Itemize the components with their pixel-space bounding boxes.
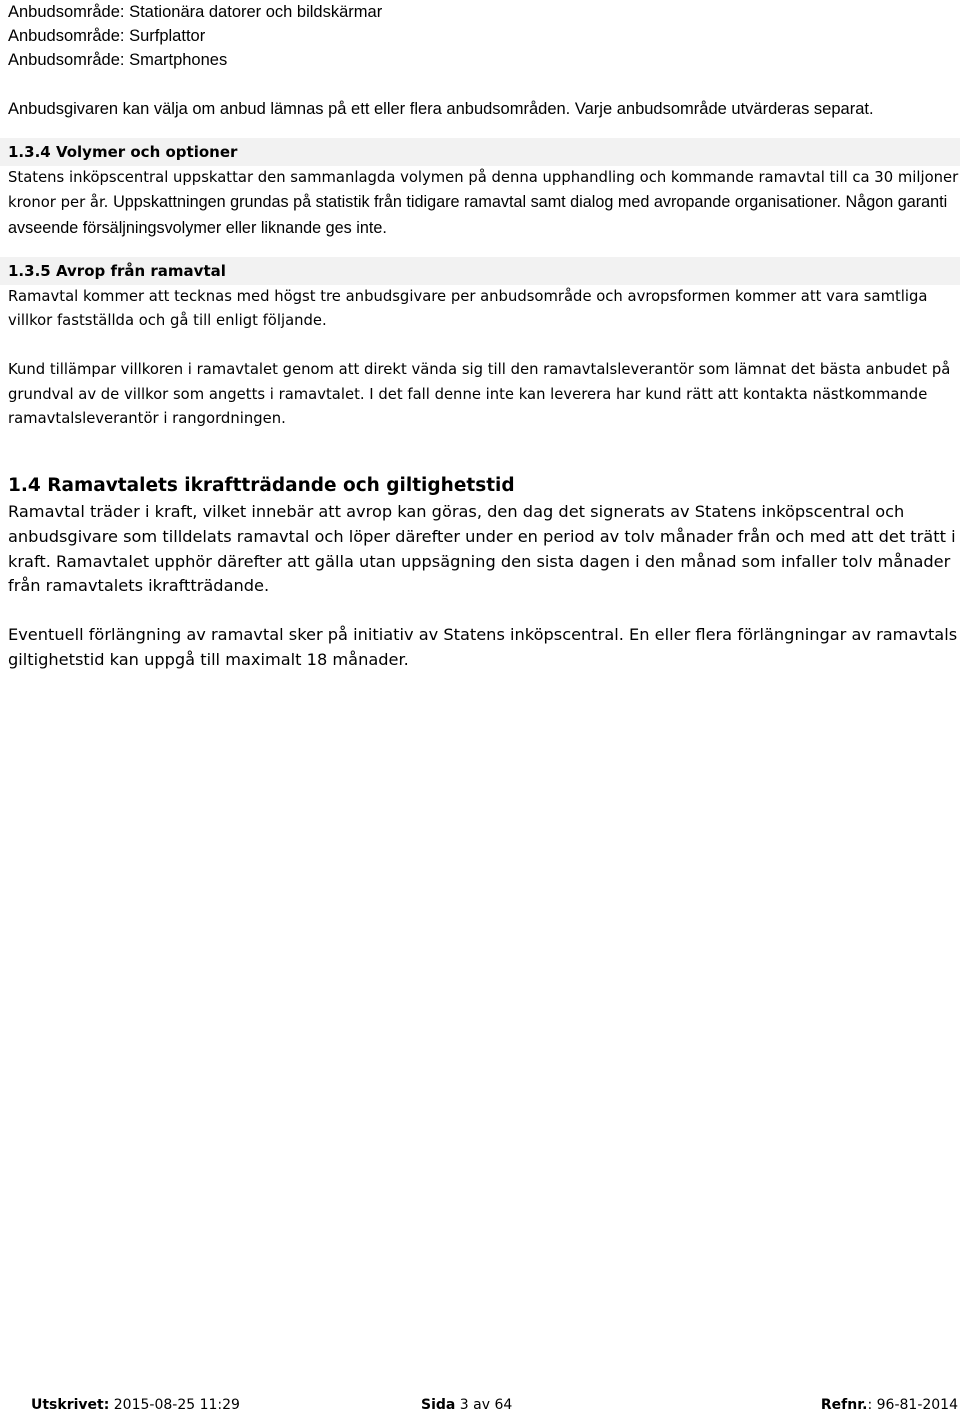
section-1-4-title: Ramavtalets ikraftträdande och giltighetstid [40,475,515,497]
section-1-3-5-paragraph-2: Kund tillämpar villkoren i ramavtalet genom att direkt vända sig till den ramavtalsleverantör som lämnat det bästa anbudet på grundval av de villkor som angetts i ramavtalet. I det fall denne inte kan leverera har kund rätt att kontakta nästkommande ramavtalsleverantör i rangordningen. [8,361,951,428]
section-1-4-number: 1.4 [8,475,41,497]
area-line-1: Anbudsområde: Stationära datorer och bildskärmar [8,3,383,21]
footer-written-label: Utskrivet: [31,1397,110,1413]
footer-page-label: Sida [421,1397,456,1413]
section-1-3-5-number: 1.3.5 [8,261,51,280]
intro-text: Anbudsgivaren kan välja om anbud lämnas på ett eller flera anbudsområden. Varje anbudsområde utvärderas separat. [8,100,874,118]
section-1-3-4-heading [0,138,960,166]
section-1-3-5-paragraph-1: Ramavtal kommer att tecknas med högst tre anbudsgivare per anbudsområde och avropsformen kommer att vara samtliga villkor fastställda och gå till enligt följande. [8,287,928,330]
section-1-3-4-text [8,166,960,242]
footer-page-number [421,1395,512,1415]
section-1-3-5-heading [0,257,960,285]
footer-ref-value: : 96-81-2014 [867,1397,958,1413]
section-1-3-4-text-part1: Statens inköpscentral uppskattar den sammanlagda volymen på denna upphandling och kommande ramavtal till ca 30 miljoner kronor per år. [8,168,959,212]
document-page [8,0,960,672]
section-1-4-paragraph-1: Ramavtal träder i kraft, vilket innebär att avrop kan göras, den dag det signerats av Statens inköpscentral och anbudsgivare som tilldelats ramavtal och löper därefter under en period av tolv månader från och med att det trätt i kraft. Ramavtalet upphör därefter att gälla utan uppsägning den sista dagen i den månad som infaller tolv månader från ramavtalets ikraftträdande. [8,502,956,596]
section-1-4-heading [8,472,960,500]
section-1-4-paragraph-2: Eventuell förlängning av ramavtal sker på initiativ av Statens inköpscentral. En eller flera förlängningar av ramavtals giltighetstid kan uppgå till maximalt 18 månader. [8,624,958,669]
section-1-3-4-number: 1.3.4 [8,142,51,161]
footer-written [31,1395,240,1415]
footer-ref-label: Refnr. [820,1397,868,1413]
footer-written-value: 2015-08-25 11:29 [109,1397,240,1413]
footer-page-value: 3 av 64 [455,1397,513,1413]
area-line-3: Anbudsområde: Smartphones [8,51,228,69]
section-1-3-4-title: Volymer och optioner [50,142,238,161]
section-1-3-5-title: Avrop från ramavtal [50,261,226,280]
footer-reference [821,1395,958,1415]
section-1-3-4-text-part2: Uppskattningen grundas på statistik från tidigare ramavtal samt dialog med avropande organisationer. Någon garanti avseende försäljningsvolymer eller liknande ges inte. [8,193,948,237]
area-line-2: Anbudsområde: Surfplattor [8,27,206,45]
page-footer [0,1395,960,1415]
